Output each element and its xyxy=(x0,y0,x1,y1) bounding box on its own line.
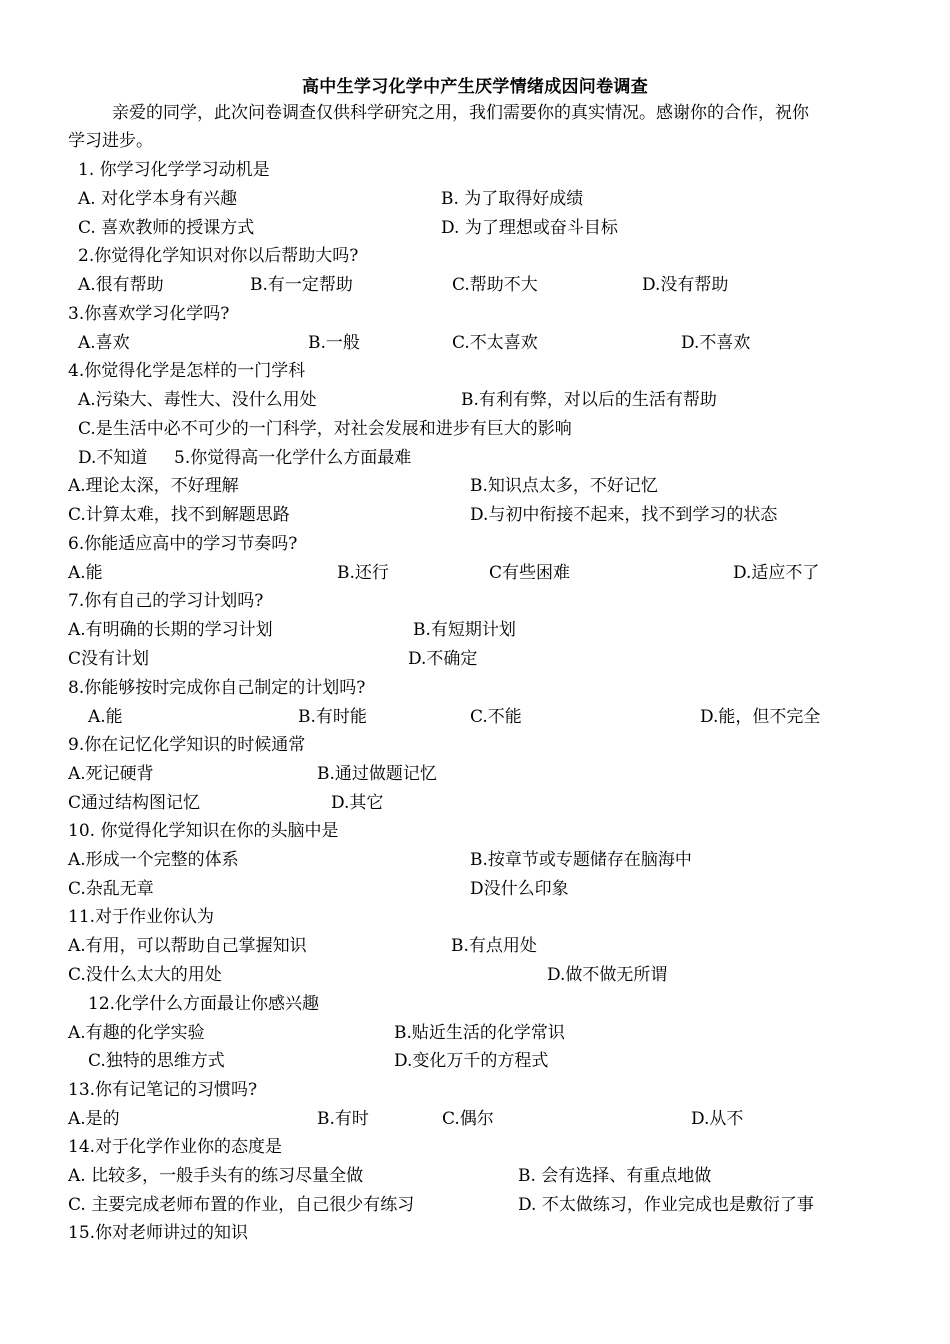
q14-option-b: B. 会有选择、有重点地做 xyxy=(518,1166,712,1186)
question-1: 1. 你学习化学学习动机是 xyxy=(78,160,270,180)
q13-option-d: D.从不 xyxy=(691,1109,744,1129)
q13-option-b: B.有时 xyxy=(317,1109,369,1129)
question-13: 13.你有记笔记的习惯吗? xyxy=(68,1080,258,1100)
q10-option-c: C.杂乱无章 xyxy=(68,879,154,899)
q11-option-c: C.没什么太大的用处 xyxy=(68,965,222,985)
question-4: 4.你觉得化学是怎样的一门学科 xyxy=(68,361,306,381)
question-10: 10. 你觉得化学知识在你的头脑中是 xyxy=(68,821,339,841)
question-3: 3.你喜欢学习化学吗? xyxy=(68,304,230,324)
q14-option-d: D. 不太做练习，作业完成也是敷衍了事 xyxy=(518,1195,814,1215)
q4-option-b: B.有利有弊，对以后的生活有帮助 xyxy=(461,390,717,410)
question-6: 6.你能适应高中的学习节奏吗? xyxy=(68,534,298,554)
q13-option-a: A.是的 xyxy=(68,1109,120,1129)
q1-option-d: D. 为了理想或奋斗目标 xyxy=(441,218,618,238)
question-9: 9.你在记忆化学知识的时候通常 xyxy=(68,735,306,755)
q7-option-b: B.有短期计划 xyxy=(413,620,516,640)
q9-option-b: B.通过做题记忆 xyxy=(317,764,437,784)
q8-option-d: D.能，但不完全 xyxy=(700,707,821,727)
q2-option-d: D.没有帮助 xyxy=(642,275,729,295)
q9-option-d: D.其它 xyxy=(331,793,384,813)
q7-option-a: A.有明确的长期的学习计划 xyxy=(68,620,273,640)
q12-option-c: C.独特的思维方式 xyxy=(88,1051,225,1071)
q7-option-c: C没有计划 xyxy=(68,649,150,669)
q8-option-a: A.能 xyxy=(88,707,123,727)
q6-option-a: A.能 xyxy=(68,563,103,583)
q9-option-a: A.死记硬背 xyxy=(68,764,154,784)
question-11: 11.对于作业你认为 xyxy=(68,907,215,927)
q5-option-c: C.计算太难，找不到解题思路 xyxy=(68,505,290,525)
q2-option-b: B.有一定帮助 xyxy=(250,275,353,295)
question-8: 8.你能够按时完成你自己制定的计划吗? xyxy=(68,678,366,698)
q10-option-b: B.按章节或专题储存在脑海中 xyxy=(470,850,692,870)
question-15: 15.你对老师讲过的知识 xyxy=(68,1223,249,1243)
q4-option-c: C.是生活中必不可少的一门科学，对社会发展和进步有巨大的影响 xyxy=(78,419,572,439)
q6-option-c: C有些困难 xyxy=(489,563,571,583)
q10-option-a: A.形成一个完整的体系 xyxy=(68,850,239,870)
q11-option-a: A.有用，可以帮助自己掌握知识 xyxy=(68,936,307,956)
question-2: 2.你觉得化学知识对你以后帮助大吗? xyxy=(78,246,359,266)
question-14: 14.对于化学作业你的态度是 xyxy=(68,1137,283,1157)
q2-option-c: C.帮助不大 xyxy=(452,275,538,295)
q11-option-d: D.做不做无所谓 xyxy=(547,965,668,985)
q4-option-d: D.不知道 xyxy=(78,448,148,468)
q1-option-c: C. 喜欢教师的授课方式 xyxy=(78,218,255,238)
q3-option-d: D.不喜欢 xyxy=(681,333,751,353)
q5-option-a: A.理论太深，不好理解 xyxy=(68,476,239,496)
q4-option-a: A.污染大、毒性大、没什么用处 xyxy=(78,390,317,410)
q9-option-c: C通过结构图记忆 xyxy=(68,793,201,813)
q3-option-c: C.不太喜欢 xyxy=(452,333,538,353)
q8-option-c: C.不能 xyxy=(470,707,522,727)
q13-option-c: C.偶尔 xyxy=(442,1109,494,1129)
q6-option-b: B.还行 xyxy=(337,563,389,583)
question-5: 5.你觉得高一化学什么方面最难 xyxy=(174,448,412,468)
q8-option-b: B.有时能 xyxy=(298,707,367,727)
q3-option-b: B.一般 xyxy=(308,333,360,353)
intro-line-2: 学习进步。 xyxy=(68,131,153,151)
q5-option-b: B.知识点太多，不好记忆 xyxy=(470,476,658,496)
q1-option-b: B. 为了取得好成绩 xyxy=(441,189,584,209)
intro-line-1: 亲爱的同学，此次问卷调查仅供科学研究之用，我们需要你的真实情况。感谢你的合作，祝你 xyxy=(112,103,809,123)
survey-title: 高中生学习化学中产生厌学情绪成因问卷调查 xyxy=(302,77,648,97)
q5-option-d: D.与初中衔接不起来，找不到学习的状态 xyxy=(470,505,778,525)
q12-option-d: D.变化万千的方程式 xyxy=(394,1051,549,1071)
q6-option-d: D.适应不了 xyxy=(733,563,820,583)
q12-option-a: A.有趣的化学实验 xyxy=(68,1023,205,1043)
q10-option-d: D没什么印象 xyxy=(470,879,569,899)
q14-option-a: A. 比较多，一般手头有的练习尽量全做 xyxy=(68,1166,364,1186)
question-7: 7.你有自己的学习计划吗? xyxy=(68,591,264,611)
q11-option-b: B.有点用处 xyxy=(451,936,537,956)
q12-option-b: B.贴近生活的化学常识 xyxy=(394,1023,565,1043)
q1-option-a: A. 对化学本身有兴趣 xyxy=(78,189,238,209)
q3-option-a: A.喜欢 xyxy=(78,333,130,353)
q7-option-d: D.不确定 xyxy=(408,649,478,669)
q2-option-a: A.很有帮助 xyxy=(78,275,164,295)
q14-option-c: C. 主要完成老师布置的作业，自己很少有练习 xyxy=(68,1195,415,1215)
question-12: 12.化学什么方面最让你感兴趣 xyxy=(88,994,320,1014)
